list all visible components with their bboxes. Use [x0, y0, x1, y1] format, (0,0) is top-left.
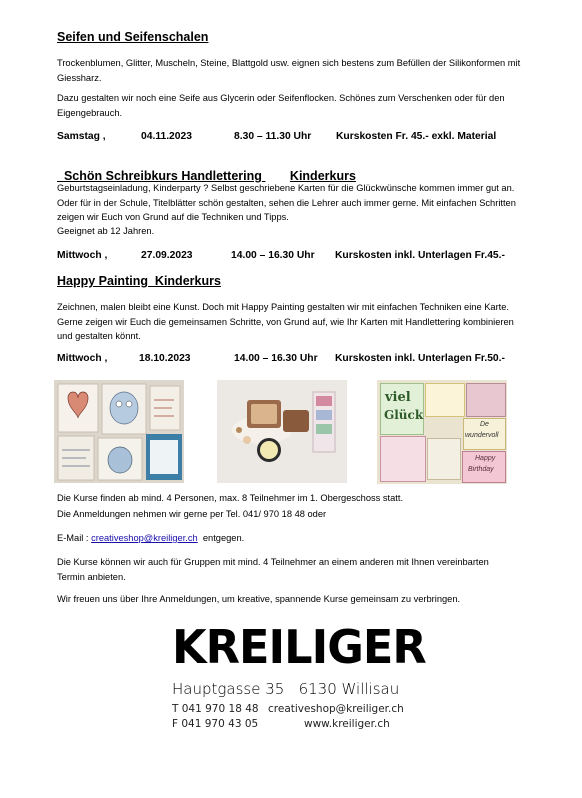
section1-cost: Kurskosten Fr. 45.- exkl. Material [336, 131, 497, 142]
section2-date: 27.09.2023 [141, 250, 193, 261]
card-viel-glueck [380, 383, 424, 435]
section3-time: 14.00 – 16.30 Uhr [234, 353, 318, 364]
section2-heading [57, 155, 356, 183]
section1-paragraph-2: Dazu gestalten wir noch eine Seife aus Glycerin oder Seifenflocken. Schönes zum Verschenken oder für den Eigengebrauch. [57, 93, 505, 118]
section2-paragraph-2: Geeignet ab 12 Jahren. [57, 226, 155, 236]
info-line-1: Die Kurse finden ab mind. 4 Personen, max. 8 Teilnehmer im 1. Obergeschoss statt. [57, 493, 404, 503]
info-closing: Wir freuen uns über Ihre Anmeldungen, um kreative, spannende Kurse gemeinsam zu verbringen. [57, 594, 461, 604]
logo-email[interactable]: creativeshop@kreiliger.ch [268, 703, 404, 715]
soap-illustration [217, 380, 347, 483]
logo-fax: F 041 970 43 05 [172, 718, 259, 730]
section3-cost: Kurskosten inkl. Unterlagen Fr.50.- [335, 353, 505, 364]
section3-date: 18.10.2023 [139, 353, 191, 364]
card-bottom-middle [427, 438, 461, 480]
info-line-2: Die Anmeldungen nehmen wir gerne per Tel. 041/ 970 18 48 oder [57, 509, 327, 519]
email-link[interactable]: creativeshop@kreiliger.ch [91, 533, 198, 543]
card-glueck-text: Glück [384, 408, 424, 422]
section2-time: 14.00 – 16.30 Uhr [231, 250, 315, 261]
logo-web[interactable]: www.kreiliger.ch [304, 718, 390, 730]
section1-time: 8.30 – 11.30 Uhr [234, 131, 312, 142]
section3-heading: Happy Painting Kinderkurs [57, 274, 221, 288]
handlettering-cards-photo [54, 380, 184, 483]
happy-painting-cards-photo [377, 380, 507, 484]
card-happy-birthday [462, 451, 506, 483]
section3-paragraph: Zeichnen, malen bleibt eine Kunst. Doch mit Happy Painting gestalten wir mit einfachen Techniken eine Karte. Gerne zeigen wir Euch die gemeinsamen Schritte, von Grund auf, wie Ihr Karten mit Handlettering kombinieren und gestalten könnt. [57, 302, 514, 341]
section3-day: Mittwoch , [57, 353, 108, 364]
section2-heading-suffix: Kinderkurs [289, 169, 356, 183]
logo-tel: T 041 970 18 48 [172, 703, 259, 715]
kreiliger-logo: KREILIGER [172, 620, 426, 674]
card-top-right [466, 383, 506, 417]
section2-paragraph-1: Geburtstagseinladung, Kinderparty ? Selbst geschriebene Karten für die Glückwünsche kommen immer gut an. Oder für in der Schule, Titelblätter schön gestalten, sehen die Lehrer auch immer gerne. Mit einfachen Schritten zeigen wir Euch von Grund auf die Techniken und Tipps. [57, 183, 516, 222]
card-wundervoll [463, 418, 506, 450]
logo-address: Hauptgasse 35 6130 Willisau [172, 680, 400, 698]
section2-heading-title: Schön Schreibkurs Handlettering [63, 169, 262, 183]
section1-schedule [57, 131, 527, 145]
section2-schedule [57, 250, 527, 264]
email-suffix: entgegen. [197, 533, 245, 543]
card-wundervoll-text: wundervoll [465, 432, 499, 439]
info-groups: Die Kurse können wir auch für Gruppen mit mind. 4 Teilnehmer an einem anderen mit Ihnen vereinbarten Termin anbieten. [57, 557, 489, 582]
section1-paragraph-1: Trockenblumen, Glitter, Muscheln, Steine, Blattgold usw. eignen sich bestens zum Befüllen der Silikonformen mit Giessharz. [57, 58, 521, 83]
section1-day: Samstag , [57, 131, 106, 142]
card-happy-text: Happy [475, 455, 496, 462]
email-label: E-Mail : [57, 533, 92, 543]
cards-illustration-1 [54, 380, 184, 483]
card-bottom-left [380, 436, 426, 482]
section1-date: 04.11.2023 [141, 131, 192, 142]
soap-resin-photo [217, 380, 347, 483]
email-line [57, 531, 527, 546]
card-de-text: De [480, 421, 489, 428]
section3-schedule [57, 353, 527, 367]
card-birthday-text: Birthday [468, 466, 494, 473]
section2-day: Mittwoch , [57, 250, 108, 261]
card-top-middle [425, 383, 465, 417]
section2-cost: Kurskosten inkl. Unterlagen Fr.45.- [335, 250, 505, 261]
section1-heading: Seifen und Seifenschalen [57, 30, 209, 44]
card-viel-text: viel [385, 390, 411, 405]
